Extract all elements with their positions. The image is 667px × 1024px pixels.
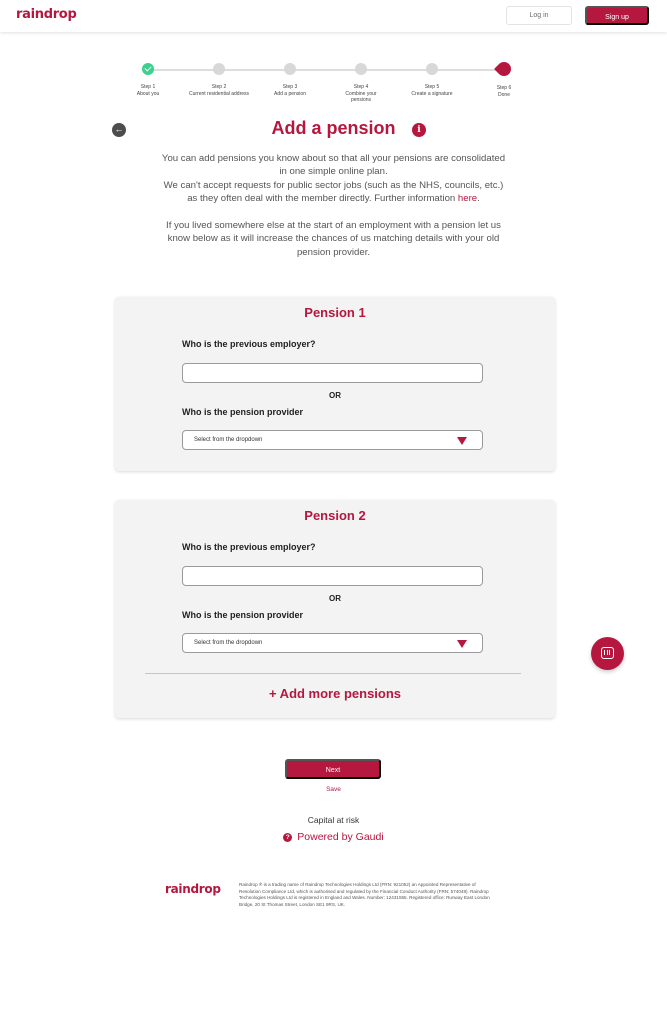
step-label: Step 3 Add a pension	[274, 84, 306, 97]
check-icon	[142, 63, 154, 75]
step-6	[469, 63, 539, 98]
triangle-down-icon	[457, 640, 467, 648]
question-icon: ?	[283, 833, 292, 842]
step-4	[326, 63, 396, 104]
or-label: OR	[329, 594, 341, 603]
divider	[145, 673, 521, 674]
save-link[interactable]: Save	[326, 786, 341, 793]
progress-stepper	[136, 63, 512, 103]
info-icon[interactable]: i	[412, 123, 426, 137]
powered-by-link[interactable]: ? Powered by Gaudi	[0, 831, 667, 843]
employer-question: Who is the previous employer?	[182, 542, 316, 552]
step-dot	[355, 63, 367, 75]
provider-dropdown[interactable]	[182, 430, 483, 450]
step-label: Step 2 Current residential address	[188, 84, 250, 97]
step-label: Step 5 Create a signature	[411, 84, 453, 97]
arrow-left-icon[interactable]: ←	[112, 123, 126, 137]
raindrop-icon	[494, 59, 514, 79]
or-label: OR	[329, 391, 341, 400]
intro-paragraph-1: You can add pensions you know about so that all your pensions are consolidated in one simple online plan.	[161, 153, 506, 178]
step-3	[255, 63, 325, 97]
step-2	[184, 63, 254, 97]
pension-title: Pension 1	[304, 305, 366, 320]
step-label: Step 4 Combine your pensions	[345, 84, 377, 103]
step-dot	[426, 63, 438, 75]
step-1	[113, 63, 183, 97]
signup-button[interactable]: Sign up	[585, 6, 649, 25]
intro-text	[160, 152, 507, 273]
provider-dropdown[interactable]	[182, 633, 483, 653]
step-dot	[284, 63, 296, 75]
employer-input[interactable]	[182, 363, 483, 383]
add-more-pensions-button[interactable]: + Add more pensions	[268, 686, 402, 701]
pension-title: Pension 2	[304, 508, 366, 523]
provider-question: Who is the pension provider	[182, 407, 304, 417]
top-header	[0, 0, 667, 32]
chat-button[interactable]	[591, 637, 624, 670]
step-label: Step 1 About you	[136, 84, 160, 97]
provider-selected: Select from the dropdown	[194, 640, 263, 646]
pension-card-2	[115, 500, 555, 718]
intro-paragraph-2: We can't accept requests for public sector jobs (such as the NHS, councils, etc.) as they often deal with the member directly. Further information here.	[163, 179, 504, 205]
step-dot	[213, 63, 225, 75]
employer-question: Who is the previous employer?	[182, 339, 316, 349]
chat-icon	[601, 647, 614, 659]
step-label: Step 6 Done	[496, 85, 512, 98]
employer-input[interactable]	[182, 566, 483, 586]
further-info-link[interactable]: here	[457, 193, 478, 205]
page-title: Add a pension	[271, 118, 396, 138]
footer-legal-text: Raindrop ® is a trading name of Raindrop Technologies Holdings Ltd (FRN: 921052) an Appointed Representative of Resolution Compliance Ltd, which is authorised and regulated by the Financial Conduct Authority (FRN: 574048). Raindrop Technologies Holdings Ltd is registered in England and Wales. Number: 12431555. Registered office: Runway East London Bridge, 20 St Thomas Street, London SE1 9RS, UK.	[239, 882, 490, 907]
login-button[interactable]: Log in	[506, 6, 572, 25]
pension-card-1	[115, 297, 555, 471]
intro-paragraph-3: If you lived somewhere else at the start of an employment with a pension let us know below as it will increase the chances of us matching details with your old pension provider.	[166, 220, 501, 258]
step-5	[397, 63, 467, 97]
raindrop-logo[interactable]: raindrop	[16, 7, 77, 22]
triangle-down-icon	[457, 437, 467, 445]
next-button[interactable]: Next	[285, 759, 381, 779]
capital-at-risk: Capital at risk	[307, 815, 360, 825]
provider-question: Who is the pension provider	[182, 610, 304, 620]
provider-selected: Select from the dropdown	[194, 437, 263, 443]
footer-logo: raindrop	[165, 882, 221, 896]
